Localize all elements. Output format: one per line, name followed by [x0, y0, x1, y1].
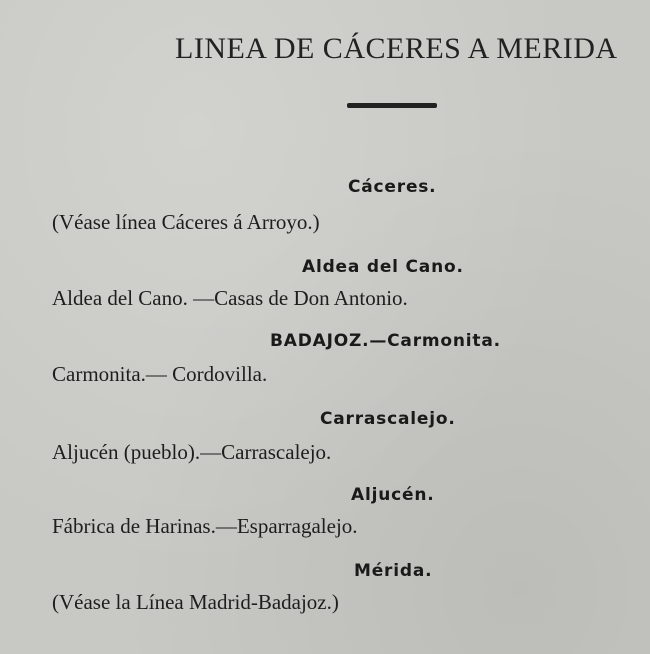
station-line-caceres: (Véase línea Cáceres á Arroyo.)	[52, 210, 320, 234]
page-title: LINEA DE CÁCERES A MERIDA	[175, 32, 618, 65]
station-line-aljucen: Fábrica de Harinas.—Esparragalejo.	[52, 514, 358, 538]
station-line-carmonita: Carmonita.— Cordovilla.	[52, 362, 268, 386]
station-heading-merida: Mérida.	[354, 561, 433, 581]
station-heading-carrascalejo: Carrascalejo.	[320, 409, 456, 429]
title-rule	[347, 103, 437, 108]
station-line-carrascalejo: Aljucén (pueblo).—Carrascalejo.	[52, 440, 332, 464]
station-heading-aldea-del-cano: Aldea del Cano.	[302, 257, 464, 277]
station-heading-caceres: Cáceres.	[348, 177, 437, 197]
station-heading-carmonita: BADAJOZ.—Carmonita.	[270, 331, 501, 351]
station-heading-aljucen: Aljucén.	[351, 485, 435, 505]
station-line-aldea-del-cano: Aldea del Cano. —Casas de Don Antonio.	[52, 286, 408, 310]
station-line-merida: (Véase la Línea Madrid-Badajoz.)	[52, 590, 339, 614]
